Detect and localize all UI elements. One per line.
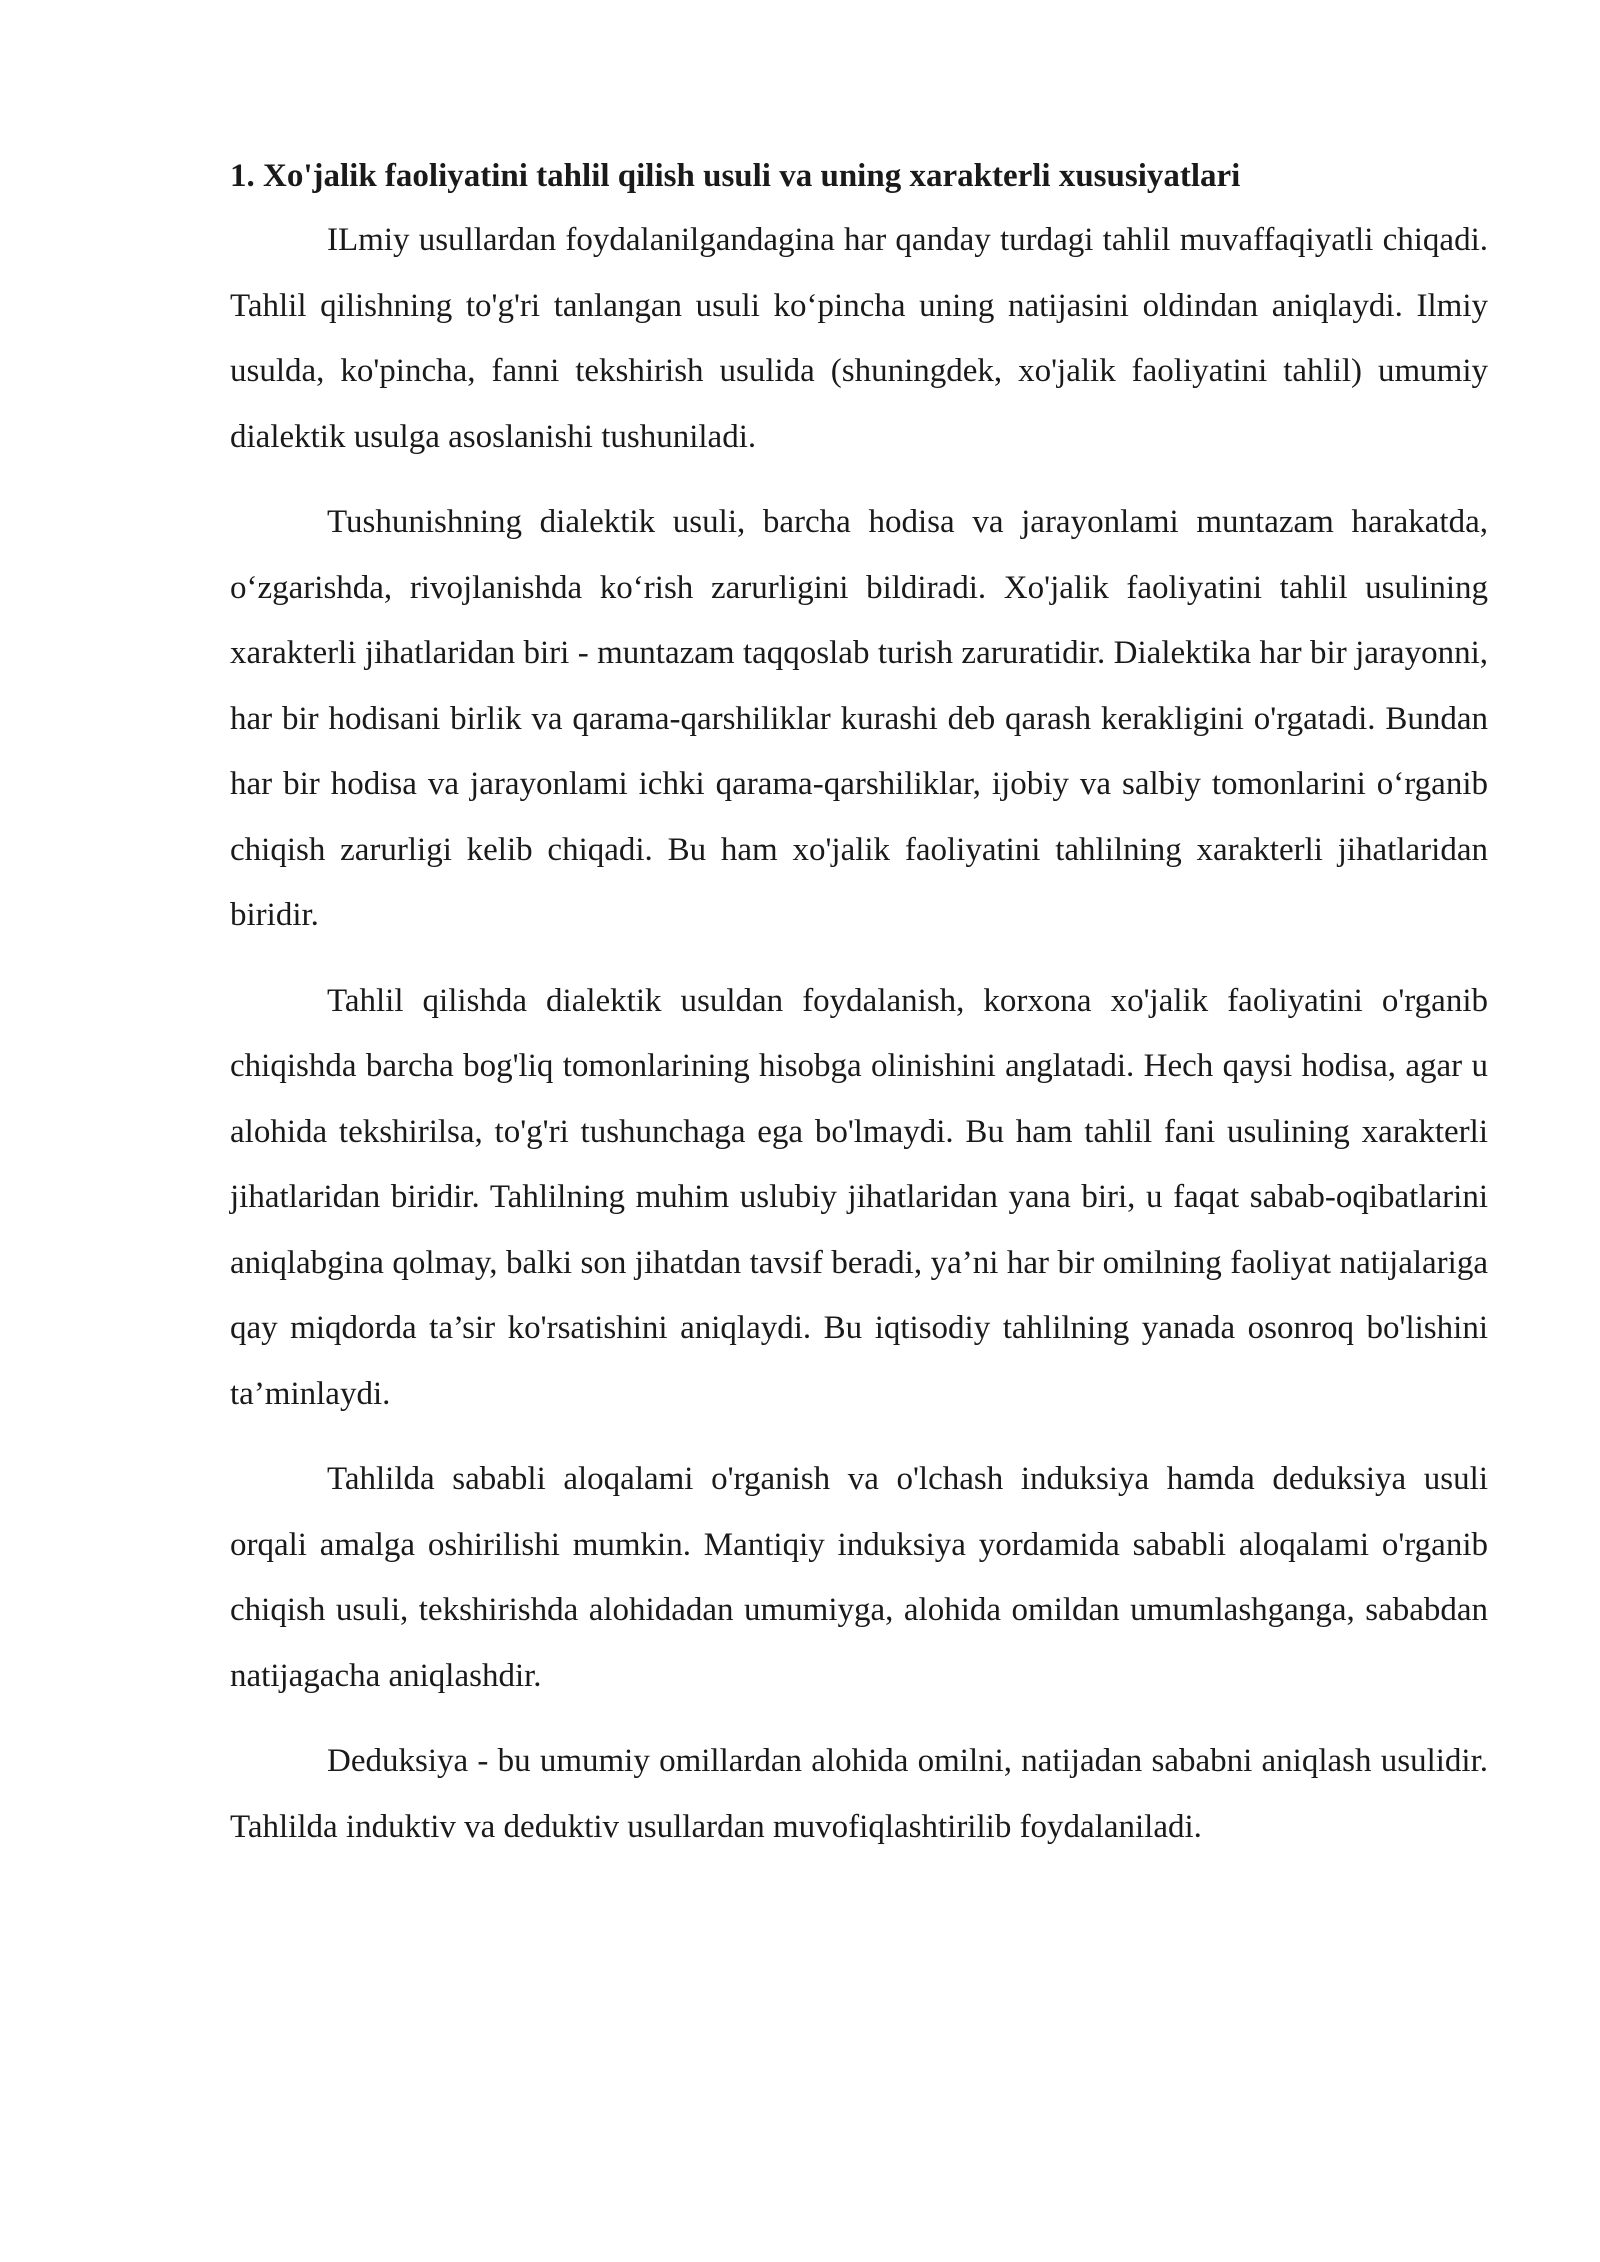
paragraph: Tahlil qilishda dialektik usuldan foydalanish, korxona xo'jalik faoliyatini o'rganib chiqishda barcha bog'liq tomonlarining hisobga olinishini anglatadi. Hech qaysi hodisa, agar u alohida tekshirilsa, to'g'ri tushunchaga ega bo'lmaydi. Bu ham tahlil fani usulining xarakterli jihatlaridan biridir. Tahlilning muhim uslubiy jihatlaridan yana biri, u faqat sabab-oqibatlarini aniqlabgina qolmay, balki son jihatdan tavsif beradi, ya’ni har bir omilning faoliyat natijalariga qay miqdorda ta’sir ko'rsatishini aniqlaydi. Bu iqtisodiy tahlilning yanada osonroq bo'lishini ta’minlaydi. <box>230 982 1488 1412</box>
paragraph: ILmiy usullardan foydalanilgandagina har qanday turdagi tahlil muvaffaqiyatli chiqadi. Tahlil qilishning to'g'ri tanlangan usuli ko‘pincha uning natijasini oldindan aniqlaydi. Ilmiy usulda, ko'pincha, fanni tekshirish usulida (shuningdek, xo'jalik faoliyatini tahlil) umumiy dialektik usulga asoslanishi tushuniladi. <box>230 222 1488 455</box>
paragraph: Tushunishning dialektik usuli, barcha hodisa va jarayonlami muntazam harakatda, o‘zgarishda, rivojlanishda ko‘rish zarurligini bildiradi. Xo'jalik faoliyatini tahlil usulining xarakterli jihatlaridan biri - muntazam taqqoslab turish zaruratidir. Dialektika har bir jarayonni, har bir hodisani birlik va qarama-qarshiliklar kurashi deb qarash kerakligini o'rgatadi. Bundan har bir hodisa va jarayonlami ichki qarama-qarshiliklar, ijobiy va salbiy tomonlarini o‘rganib chiqish zarurligi kelib chiqadi. Bu ham xo'jalik faoliyatini tahlilning xarakterli jihatlaridan biridir. <box>230 504 1488 933</box>
paragraph: Deduksiya - bu umumiy omillardan alohida omilni, natijadan sababni aniqlash usulidir. Tahlilda induktiv va deduktiv usullardan muvofiqlashtirilib foydalaniladi. <box>230 1743 1488 1845</box>
document-body <box>230 150 1488 1880</box>
paragraph: Tahlilda sababli aloqalami o'rganish va o'lchash induksiya hamda deduksiya usuli orqali amalga oshirilishi mumkin. Mantiqiy induksiya yordamida sababli aloqalami o'rganib chiqish usuli, tekshirishda alohidadan umumiyga, alohida omildan umumlashganga, sababdan natijagacha aniqlashdir. <box>230 1461 1488 1694</box>
section-heading: 1. Xo'jalik faoliyatini tahlil qilish usuli va uning xarakterli xususiyatlari <box>230 158 1241 194</box>
